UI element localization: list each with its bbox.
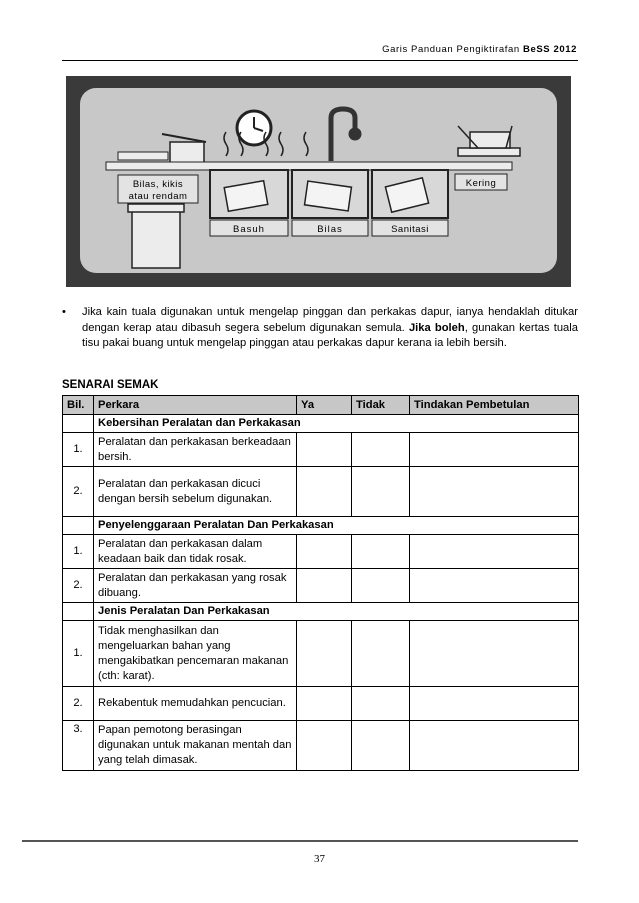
corrective-action-cell[interactable] (410, 433, 579, 467)
table-row (63, 569, 579, 603)
col-header-yes: Ya (297, 396, 352, 415)
row-item: Tidak menghasilkan dan mengeluarkan bahan yang mengakibatkan pencemaran makanan (cth: karat). (94, 621, 297, 687)
header-brand: BeSS 2012 (523, 44, 577, 55)
label-wash: Basuh (233, 224, 265, 235)
clock-icon (237, 111, 271, 145)
no-cell[interactable] (352, 621, 410, 687)
no-cell[interactable] (352, 721, 410, 771)
row-number: 1. (63, 535, 94, 569)
page-header (382, 44, 577, 55)
no-cell[interactable] (352, 535, 410, 569)
checklist-table (62, 395, 579, 771)
dishwashing-illustration (66, 76, 571, 287)
table-row (63, 721, 579, 771)
row-item: Peralatan dan perkakasan dicuci dengan bersih sebelum digunakan. (94, 467, 297, 517)
table-row (63, 467, 579, 517)
no-cell[interactable] (352, 433, 410, 467)
row-number: 2. (63, 467, 94, 517)
header-title: Garis Panduan Pengiktirafan (382, 44, 523, 55)
checklist-title: SENARAI SEMAK (62, 379, 159, 391)
row-item: Peralatan dan perkakasan yang rosak dibuang. (94, 569, 297, 603)
row-item: Peralatan dan perkakasan berkeadaan bersih. (94, 433, 297, 467)
section-row (63, 517, 579, 535)
yes-cell[interactable] (297, 621, 352, 687)
label-sanitize: Sanitasi (391, 224, 429, 235)
bullet-text-b: , gunakan kertas tuala tisu pakai buang untuk mengelap pinggan atau perkakas dapur kerana ia lebih bersih. (82, 321, 578, 349)
yes-cell[interactable] (297, 433, 352, 467)
label-rinse: Bilas (317, 224, 343, 235)
row-number: 1. (63, 433, 94, 467)
yes-cell[interactable] (297, 569, 352, 603)
label-dry: Kering (465, 178, 497, 189)
no-cell[interactable] (352, 687, 410, 721)
checklist-header-row (63, 396, 579, 415)
bullet-symbol: • (62, 306, 66, 318)
section-row (63, 603, 579, 621)
table-row (63, 621, 579, 687)
footer-rule (22, 840, 578, 842)
no-cell[interactable] (352, 569, 410, 603)
yes-cell[interactable] (297, 687, 352, 721)
counter-top (106, 162, 512, 170)
table-row (63, 535, 579, 569)
row-item: Rekabentuk memudahkan pencucian. (94, 687, 297, 721)
label-soak: atau rendam (128, 191, 188, 202)
yes-cell[interactable] (297, 535, 352, 569)
row-number: 2. (63, 569, 94, 603)
section-title: Jenis Peralatan Dan Perkakasan (94, 603, 579, 621)
corrective-action-cell[interactable] (410, 721, 579, 771)
corrective-action-cell[interactable] (410, 535, 579, 569)
label-scrape: Bilas, kikis (132, 179, 184, 190)
page-number: 37 (314, 853, 325, 865)
section-title: Kebersihan Peralatan dan Perkakasan (94, 415, 579, 433)
trash-bin-icon (128, 204, 184, 268)
no-cell[interactable] (352, 467, 410, 517)
towel-guidance-note (62, 305, 578, 352)
col-header-action: Tindakan Pembetulan (410, 396, 579, 415)
col-header-no-answer: Tidak (352, 396, 410, 415)
corrective-action-cell[interactable] (410, 687, 579, 721)
bullet-emphasis: Jika boleh (408, 321, 465, 334)
col-header-item: Perkara (94, 396, 297, 415)
corrective-action-cell[interactable] (410, 467, 579, 517)
corrective-action-cell[interactable] (410, 621, 579, 687)
section-row (63, 415, 579, 433)
header-rule (62, 60, 578, 61)
table-row (63, 433, 579, 467)
col-header-no: Bil. (63, 396, 94, 415)
row-item: Papan pemotong berasingan digunakan untuk makanan mentah dan yang telah dimasak. (94, 721, 297, 771)
section-title: Penyelenggaraan Peralatan Dan Perkakasan (94, 517, 579, 535)
table-row (63, 687, 579, 721)
row-number: 2. (63, 687, 94, 721)
row-item: Peralatan dan perkakasan dalam keadaan baik dan tidak rosak. (94, 535, 297, 569)
yes-cell[interactable] (297, 467, 352, 517)
bullet-paragraph (82, 305, 578, 352)
row-number: 1. (63, 621, 94, 687)
yes-cell[interactable] (297, 721, 352, 771)
row-number: 3. (63, 721, 94, 771)
corrective-action-cell[interactable] (410, 569, 579, 603)
bullet-text-a: Jika kain tuala digunakan untuk mengelap pinggan dan perkakas dapur, ianya hendaklah ditukar dengan kerap atau dibasuh segera sebelum digunakan semula. (82, 306, 578, 334)
